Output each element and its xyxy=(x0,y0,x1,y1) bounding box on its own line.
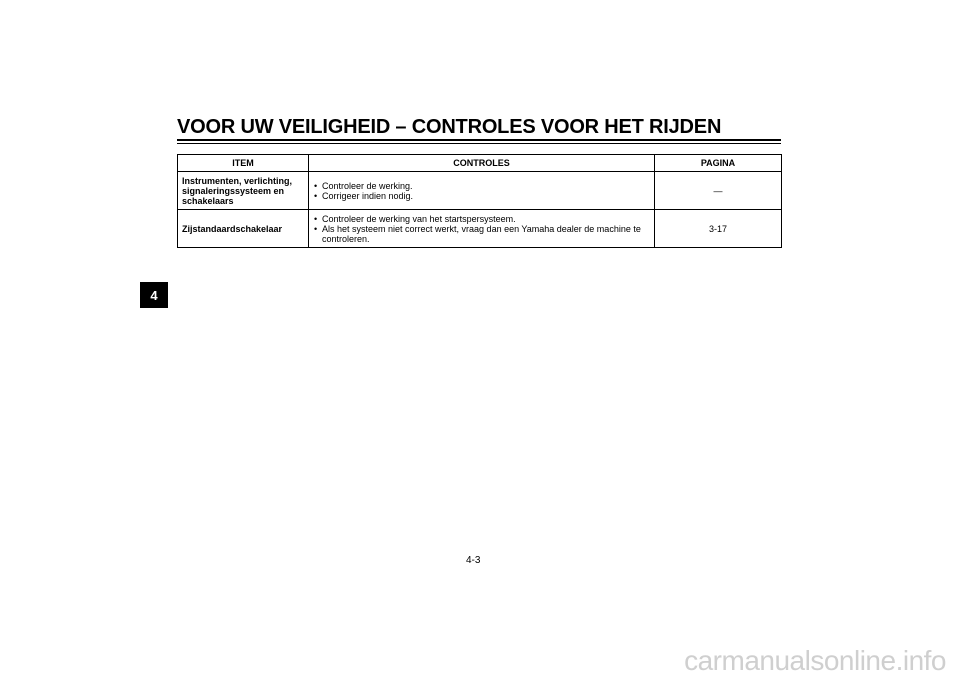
table-row xyxy=(178,210,782,248)
page-number: 4-3 xyxy=(466,555,481,566)
controls-list xyxy=(313,181,650,201)
watermark: carmanualsonline.info xyxy=(684,645,946,676)
list-item: • Als het systeem niet correct werkt, vraag dan een Yamaha dealer de machine te controleren. xyxy=(313,224,650,244)
table-row xyxy=(178,172,782,210)
title-rule-thick xyxy=(177,139,781,141)
controls-list xyxy=(313,214,650,244)
list-item: • Controleer de werking. xyxy=(313,181,650,191)
column-header-controls: CONTROLES xyxy=(309,155,655,172)
table-header-row xyxy=(178,155,782,172)
list-item: • Corrigeer indien nodig. xyxy=(313,191,650,201)
row-controls xyxy=(309,210,655,248)
page-title: VOOR UW VEILIGHEID – CONTROLES VOOR HET RIJDEN xyxy=(177,116,722,138)
list-item: • Controleer de werking van het startspersysteem. xyxy=(313,214,650,224)
title-rule-thin xyxy=(177,143,781,144)
row-item: Instrumenten, verlichting, signaleringssysteem en schakelaars xyxy=(178,172,309,210)
row-page: 3-17 xyxy=(655,210,782,248)
checks-table xyxy=(177,154,782,248)
row-item: Zijstandaardschakelaar xyxy=(178,210,309,248)
column-header-item: ITEM xyxy=(178,155,309,172)
row-page: — xyxy=(655,172,782,210)
chapter-tab-label: 4 xyxy=(150,287,158,303)
chapter-tab xyxy=(140,282,168,308)
column-header-page: PAGINA xyxy=(655,155,782,172)
row-controls xyxy=(309,172,655,210)
